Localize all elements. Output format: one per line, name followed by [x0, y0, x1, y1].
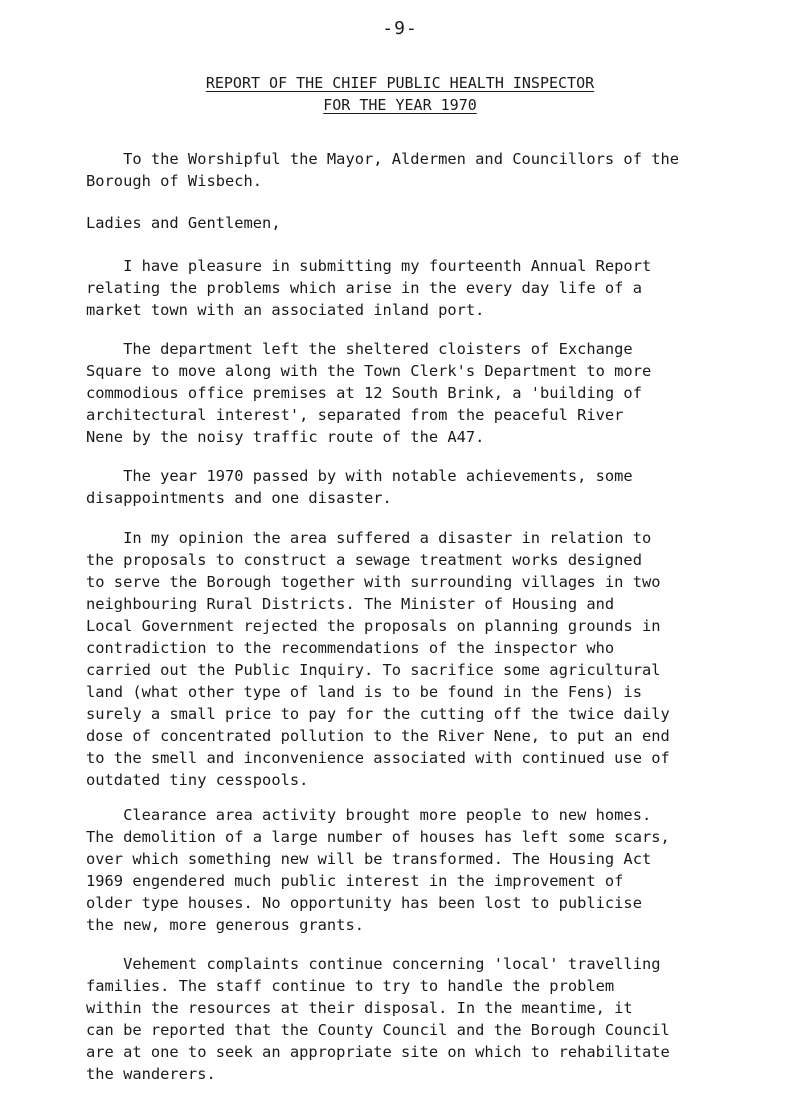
paragraph-line: Vehement complaints continue concerning 'local' travelling — [86, 955, 661, 973]
paragraph-line: older type houses. No opportunity has been lost to publicise — [86, 894, 642, 912]
paragraph-line: contradiction to the recommendations of the inspector who — [86, 639, 615, 657]
paragraph-line: 1969 engendered much public interest in the improvement of — [86, 872, 624, 890]
greeting: Ladies and Gentlemen, — [86, 214, 281, 232]
paragraph-line: Clearance area activity brought more people to new homes. — [86, 806, 652, 824]
salutation — [86, 148, 786, 192]
paragraph-line: the proposals to construct a sewage treatment works designed — [86, 551, 642, 569]
paragraph-sewage — [86, 527, 786, 791]
paragraph-line: The department left the sheltered cloisters of Exchange — [86, 340, 633, 358]
paragraph-line: land (what other type of land is to be found in the Fens) is — [86, 683, 642, 701]
paragraph-line: architectural interest', separated from the peaceful River — [86, 406, 624, 424]
salutation-line: Borough of Wisbech. — [86, 172, 263, 190]
paragraph-line: Nene by the noisy traffic route of the A47. — [86, 428, 485, 446]
paragraph-line: Square to move along with the Town Clerk's Department to more — [86, 362, 652, 380]
salutation-line: To the Worshipful the Mayor, Aldermen and Councillors of the — [86, 150, 680, 168]
paragraph-clearance — [86, 804, 786, 936]
paragraph-line: the new, more generous grants. — [86, 916, 364, 934]
paragraph-line: Local Government rejected the proposals on planning grounds in — [86, 617, 661, 635]
paragraph-line: outdated tiny cesspools. — [86, 771, 309, 789]
paragraph-line: disappointments and one disaster. — [86, 489, 392, 507]
page-number: -9- — [382, 18, 418, 39]
paragraph-line: In my opinion the area suffered a disaster in relation to — [86, 529, 652, 547]
paragraph-line: are at one to seek an appropriate site on which to rehabilitate — [86, 1043, 670, 1061]
paragraph-line: I have pleasure in submitting my fourteenth Annual Report — [86, 257, 652, 275]
paragraph-line: The year 1970 passed by with notable achievements, some — [86, 467, 633, 485]
paragraph-line: market town with an associated inland port. — [86, 301, 485, 319]
paragraph-line: the wanderers. — [86, 1065, 216, 1083]
paragraph-line: The demolition of a large number of houses has left some scars, — [86, 828, 670, 846]
paragraph-line: within the resources at their disposal. In the meantime, it — [86, 999, 633, 1017]
paragraph-line: relating the problems which arise in the every day life of a — [86, 279, 642, 297]
paragraph-line: carried out the Public Inquiry. To sacrifice some agricultural — [86, 661, 661, 679]
paragraph-year — [86, 465, 786, 509]
paragraph-line: to the smell and inconvenience associated with continued use of — [86, 749, 670, 767]
paragraph-line: surely a small price to pay for the cutting off the twice daily — [86, 705, 670, 723]
report-title: REPORT OF THE CHIEF PUBLIC HEALTH INSPECTOR — [205, 74, 595, 92]
paragraph-line: over which something new will be transformed. The Housing Act — [86, 850, 652, 868]
report-subtitle: FOR THE YEAR 1970 — [323, 96, 477, 114]
paragraph-line: neighbouring Rural Districts. The Minister of Housing and — [86, 595, 615, 613]
paragraph-travellers — [86, 953, 786, 1085]
paragraph-line: families. The staff continue to try to handle the problem — [86, 977, 615, 995]
paragraph-intro — [86, 255, 786, 321]
paragraph-line: to serve the Borough together with surrounding villages in two — [86, 573, 661, 591]
paragraph-line: can be reported that the County Council and the Borough Council — [86, 1021, 670, 1039]
paragraph-line: commodious office premises at 12 South Brink, a 'building of — [86, 384, 642, 402]
paragraph-department — [86, 338, 786, 448]
paragraph-line: dose of concentrated pollution to the River Nene, to put an end — [86, 727, 670, 745]
